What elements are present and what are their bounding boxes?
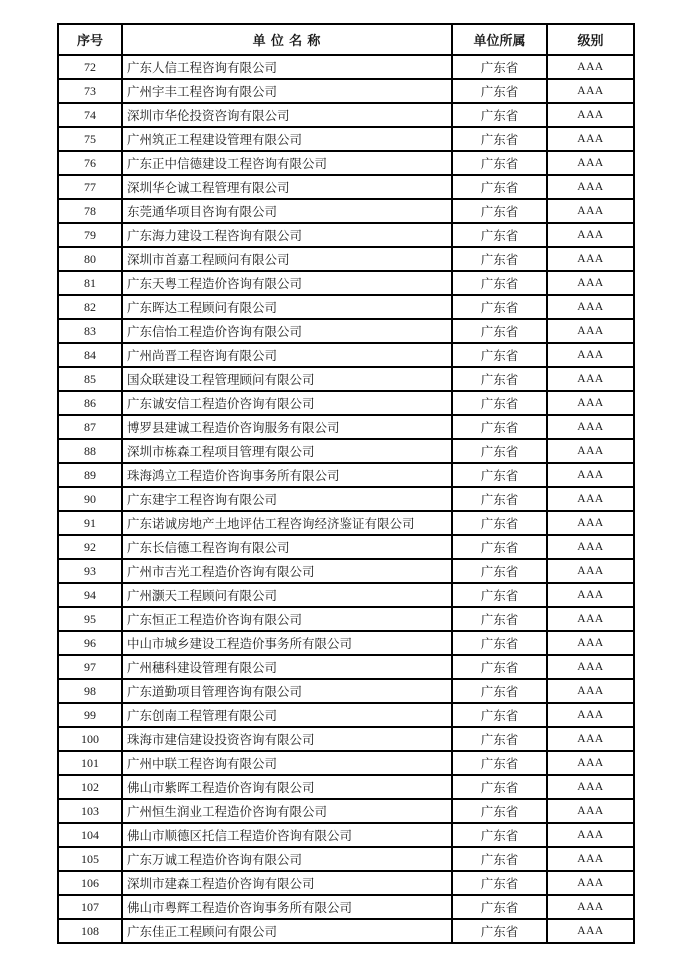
affiliation: 广东省 <box>452 103 547 127</box>
row-index: 79 <box>58 223 122 247</box>
row-index: 86 <box>58 391 122 415</box>
table-body <box>58 55 634 943</box>
company-name: 广东佳正工程顾问有限公司 <box>122 919 452 943</box>
company-name: 深圳市华伦投资咨询有限公司 <box>122 103 452 127</box>
level-badge: AAA <box>547 319 634 343</box>
table-row <box>58 823 634 847</box>
affiliation: 广东省 <box>452 343 547 367</box>
table-row <box>58 895 634 919</box>
row-index: 75 <box>58 127 122 151</box>
affiliation: 广东省 <box>452 511 547 535</box>
table-row <box>58 487 634 511</box>
company-name: 博罗县建诚工程造价咨询服务有限公司 <box>122 415 452 439</box>
company-name: 广东信怡工程造价咨询有限公司 <box>122 319 452 343</box>
affiliation: 广东省 <box>452 271 547 295</box>
level-badge: AAA <box>547 79 634 103</box>
table-row <box>58 631 634 655</box>
company-name: 广东万诚工程造价咨询有限公司 <box>122 847 452 871</box>
row-index: 99 <box>58 703 122 727</box>
affiliation: 广东省 <box>452 631 547 655</box>
level-badge: AAA <box>547 343 634 367</box>
table-row <box>58 799 634 823</box>
table-row <box>58 367 634 391</box>
row-index: 102 <box>58 775 122 799</box>
row-index: 74 <box>58 103 122 127</box>
affiliation: 广东省 <box>452 727 547 751</box>
row-index: 85 <box>58 367 122 391</box>
affiliation: 广东省 <box>452 55 547 79</box>
company-name: 广州穗科建设管理有限公司 <box>122 655 452 679</box>
company-name: 佛山市顺德区托信工程造价咨询有限公司 <box>122 823 452 847</box>
table-row <box>58 103 634 127</box>
table-row <box>58 583 634 607</box>
level-badge: AAA <box>547 703 634 727</box>
table-row <box>58 847 634 871</box>
row-index: 83 <box>58 319 122 343</box>
row-index: 78 <box>58 199 122 223</box>
table-row <box>58 79 634 103</box>
level-badge: AAA <box>547 751 634 775</box>
affiliation: 广东省 <box>452 463 547 487</box>
header-index: 序号 <box>58 24 122 55</box>
affiliation: 广东省 <box>452 79 547 103</box>
company-name: 佛山市粤辉工程造价咨询事务所有限公司 <box>122 895 452 919</box>
table-row <box>58 319 634 343</box>
row-index: 72 <box>58 55 122 79</box>
row-index: 82 <box>58 295 122 319</box>
company-name: 深圳市栋森工程项目管理有限公司 <box>122 439 452 463</box>
company-name: 广东正中信德建设工程咨询有限公司 <box>122 151 452 175</box>
company-rating-table <box>57 23 635 944</box>
affiliation: 广东省 <box>452 847 547 871</box>
level-badge: AAA <box>547 55 634 79</box>
table-row <box>58 703 634 727</box>
row-index: 103 <box>58 799 122 823</box>
level-badge: AAA <box>547 223 634 247</box>
affiliation: 广东省 <box>452 199 547 223</box>
row-index: 93 <box>58 559 122 583</box>
level-badge: AAA <box>547 607 634 631</box>
affiliation: 广东省 <box>452 823 547 847</box>
level-badge: AAA <box>547 631 634 655</box>
table-row <box>58 55 634 79</box>
level-badge: AAA <box>547 679 634 703</box>
company-name: 广州灏天工程顾问有限公司 <box>122 583 452 607</box>
table-row <box>58 919 634 943</box>
table-row <box>58 223 634 247</box>
company-name: 广州中联工程咨询有限公司 <box>122 751 452 775</box>
table-row <box>58 175 634 199</box>
company-name: 深圳市建森工程造价咨询有限公司 <box>122 871 452 895</box>
affiliation: 广东省 <box>452 127 547 151</box>
company-name: 广东道勤项目管理咨询有限公司 <box>122 679 452 703</box>
company-name: 广东诚安信工程造价咨询有限公司 <box>122 391 452 415</box>
level-badge: AAA <box>547 175 634 199</box>
row-index: 90 <box>58 487 122 511</box>
company-name: 广州筑正工程建设管理有限公司 <box>122 127 452 151</box>
company-name: 广东诺诚房地产土地评估工程咨询经济鉴证有限公司 <box>122 511 452 535</box>
affiliation: 广东省 <box>452 535 547 559</box>
affiliation: 广东省 <box>452 391 547 415</box>
level-badge: AAA <box>547 823 634 847</box>
level-badge: AAA <box>547 199 634 223</box>
company-name: 广州恒生润业工程造价咨询有限公司 <box>122 799 452 823</box>
table-row <box>58 247 634 271</box>
row-index: 98 <box>58 679 122 703</box>
level-badge: AAA <box>547 463 634 487</box>
company-name: 深圳市首嘉工程顾问有限公司 <box>122 247 452 271</box>
table-row <box>58 151 634 175</box>
header-company-name: 单 位 名 称 <box>122 24 452 55</box>
row-index: 91 <box>58 511 122 535</box>
table-row <box>58 295 634 319</box>
level-badge: AAA <box>547 103 634 127</box>
affiliation: 广东省 <box>452 799 547 823</box>
company-name: 广东创南工程管理有限公司 <box>122 703 452 727</box>
level-badge: AAA <box>547 439 634 463</box>
row-index: 92 <box>58 535 122 559</box>
company-name: 广东人信工程咨询有限公司 <box>122 55 452 79</box>
affiliation: 广东省 <box>452 871 547 895</box>
affiliation: 广东省 <box>452 151 547 175</box>
company-name: 广东建宇工程咨询有限公司 <box>122 487 452 511</box>
level-badge: AAA <box>547 727 634 751</box>
level-badge: AAA <box>547 775 634 799</box>
affiliation: 广东省 <box>452 607 547 631</box>
company-name: 广东恒正工程造价咨询有限公司 <box>122 607 452 631</box>
row-index: 73 <box>58 79 122 103</box>
level-badge: AAA <box>547 391 634 415</box>
affiliation: 广东省 <box>452 775 547 799</box>
level-badge: AAA <box>547 487 634 511</box>
row-index: 76 <box>58 151 122 175</box>
level-badge: AAA <box>547 271 634 295</box>
company-name: 佛山市紫晖工程造价咨询有限公司 <box>122 775 452 799</box>
affiliation: 广东省 <box>452 223 547 247</box>
table-row <box>58 415 634 439</box>
affiliation: 广东省 <box>452 559 547 583</box>
table-row <box>58 775 634 799</box>
table-row <box>58 271 634 295</box>
affiliation: 广东省 <box>452 439 547 463</box>
table-row <box>58 391 634 415</box>
table-row <box>58 607 634 631</box>
level-badge: AAA <box>547 799 634 823</box>
header-affiliation: 单位所属 <box>452 24 547 55</box>
row-index: 105 <box>58 847 122 871</box>
affiliation: 广东省 <box>452 415 547 439</box>
level-badge: AAA <box>547 847 634 871</box>
level-badge: AAA <box>547 511 634 535</box>
row-index: 89 <box>58 463 122 487</box>
level-badge: AAA <box>547 559 634 583</box>
table-row <box>58 559 634 583</box>
affiliation: 广东省 <box>452 655 547 679</box>
table-row <box>58 127 634 151</box>
row-index: 80 <box>58 247 122 271</box>
table-row <box>58 871 634 895</box>
affiliation: 广东省 <box>452 679 547 703</box>
company-name: 广东天粤工程造价咨询有限公司 <box>122 271 452 295</box>
company-name: 广东晖达工程顾问有限公司 <box>122 295 452 319</box>
table-row <box>58 727 634 751</box>
affiliation: 广东省 <box>452 367 547 391</box>
affiliation: 广东省 <box>452 703 547 727</box>
company-name: 东莞通华项目咨询有限公司 <box>122 199 452 223</box>
row-index: 97 <box>58 655 122 679</box>
company-name: 广州尚晋工程咨询有限公司 <box>122 343 452 367</box>
row-index: 88 <box>58 439 122 463</box>
table-row <box>58 751 634 775</box>
affiliation: 广东省 <box>452 751 547 775</box>
company-name: 珠海鸿立工程造价咨询事务所有限公司 <box>122 463 452 487</box>
table-row <box>58 679 634 703</box>
company-name: 广州宇丰工程咨询有限公司 <box>122 79 452 103</box>
row-index: 87 <box>58 415 122 439</box>
level-badge: AAA <box>547 247 634 271</box>
row-index: 104 <box>58 823 122 847</box>
level-badge: AAA <box>547 367 634 391</box>
level-badge: AAA <box>547 871 634 895</box>
table-row <box>58 535 634 559</box>
affiliation: 广东省 <box>452 247 547 271</box>
affiliation: 广东省 <box>452 319 547 343</box>
row-index: 84 <box>58 343 122 367</box>
affiliation: 广东省 <box>452 295 547 319</box>
company-name: 珠海市建信建设投资咨询有限公司 <box>122 727 452 751</box>
company-name: 中山市城乡建设工程造价事务所有限公司 <box>122 631 452 655</box>
row-index: 77 <box>58 175 122 199</box>
affiliation: 广东省 <box>452 487 547 511</box>
row-index: 95 <box>58 607 122 631</box>
row-index: 94 <box>58 583 122 607</box>
affiliation: 广东省 <box>452 583 547 607</box>
row-index: 101 <box>58 751 122 775</box>
table-header-row <box>58 24 634 55</box>
row-index: 100 <box>58 727 122 751</box>
level-badge: AAA <box>547 655 634 679</box>
level-badge: AAA <box>547 583 634 607</box>
table-row <box>58 343 634 367</box>
company-name: 深圳华仑诚工程管理有限公司 <box>122 175 452 199</box>
affiliation: 广东省 <box>452 175 547 199</box>
table-row <box>58 463 634 487</box>
level-badge: AAA <box>547 535 634 559</box>
level-badge: AAA <box>547 415 634 439</box>
company-name: 广东长信德工程咨询有限公司 <box>122 535 452 559</box>
company-name: 国众联建设工程管理顾问有限公司 <box>122 367 452 391</box>
table-row <box>58 199 634 223</box>
row-index: 106 <box>58 871 122 895</box>
level-badge: AAA <box>547 295 634 319</box>
level-badge: AAA <box>547 151 634 175</box>
row-index: 81 <box>58 271 122 295</box>
level-badge: AAA <box>547 895 634 919</box>
affiliation: 广东省 <box>452 919 547 943</box>
level-badge: AAA <box>547 919 634 943</box>
table-row <box>58 511 634 535</box>
table-row <box>58 439 634 463</box>
level-badge: AAA <box>547 127 634 151</box>
affiliation: 广东省 <box>452 895 547 919</box>
company-name: 广东海力建设工程咨询有限公司 <box>122 223 452 247</box>
row-index: 108 <box>58 919 122 943</box>
row-index: 96 <box>58 631 122 655</box>
row-index: 107 <box>58 895 122 919</box>
header-level: 级别 <box>547 24 634 55</box>
table-row <box>58 655 634 679</box>
company-name: 广州市吉光工程造价咨询有限公司 <box>122 559 452 583</box>
